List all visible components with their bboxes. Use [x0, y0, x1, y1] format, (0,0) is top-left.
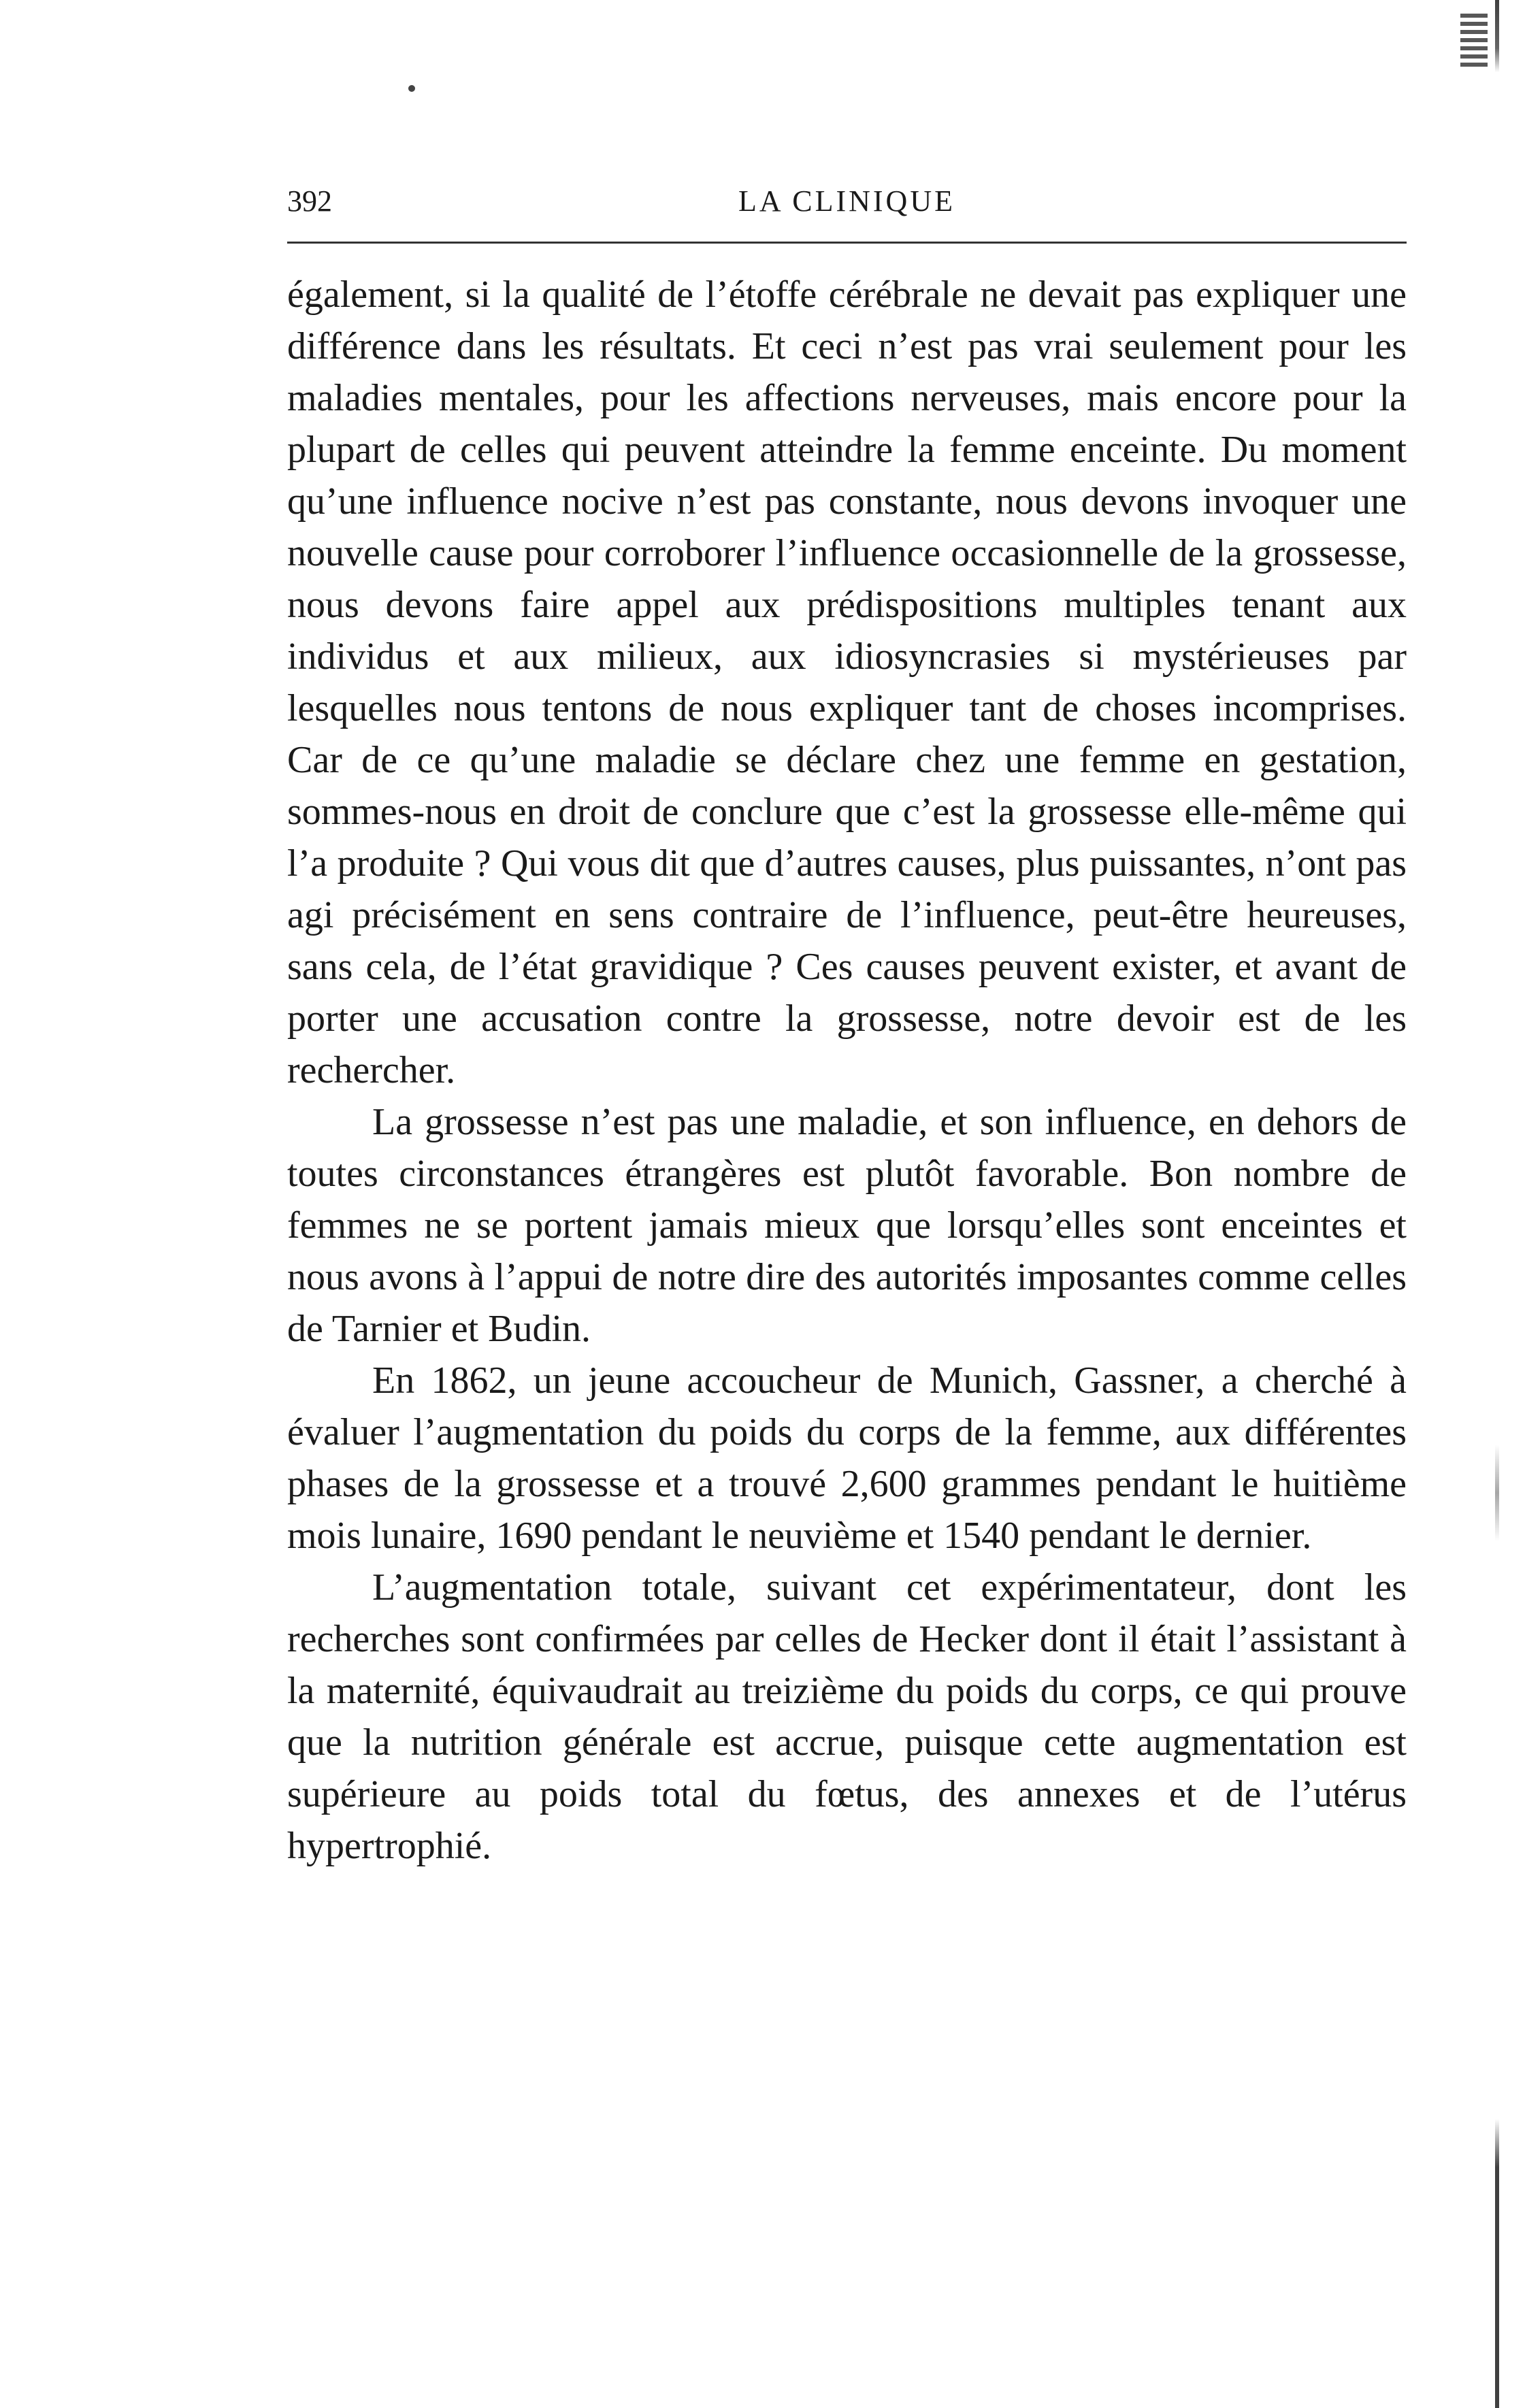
page-number: 392: [287, 184, 332, 218]
page-edge-shadow: [1495, 0, 1499, 2408]
ink-speck: [408, 85, 415, 92]
header-rule: [287, 242, 1407, 244]
running-title: LA CLINIQUE: [738, 184, 955, 218]
paragraph-3: En 1862, un jeune accoucheur de Munich, Gassner, a cherché à évaluer l’augmentation du poids du corps de la femme, aux différentes phases de la grossesse et a trouvé 2,600 grammes pendant le huitième mois lunaire, 1690 pendant le neuvième et 1540 pendant le dernier.: [287, 1359, 1407, 1557]
paragraph-4: L’augmentation totale, suivant cet expérimentateur, dont les recherches sont confirmées par celles de Hecker dont il était l’assistant à la maternité, équivaudrait au treizième du poids du corps, ce qui prouve que la nutrition générale est accrue, puisque cette augmentation est supérieure au poids total du fœtus, des annexes et de l’utérus hypertrophié.: [287, 1566, 1407, 1867]
paragraph-1: également, si la qualité de l’étoffe cérébrale ne devait pas expliquer une différence dans les résultats. Et ceci n’est pas vrai seulement pour les maladies mentales, pour les affections nerveuses, mais encore pour la plupart de celles qui peuvent atteindre la femme enceinte. Du moment qu’une influence nocive n’est pas constante, nous devons invoquer une nouvelle cause pour corroborer l’influence occasionnelle de la grossesse, nous devons faire appel aux prédispositions multiples tenant aux individus et aux milieux, aux idiosyncrasies si mystérieuses par lesquelles nous tentons de nous expliquer tant de choses incomprises. Car de ce qu’une maladie se déclare chez une femme en gestation, sommes-nous en droit de conclure que c’est la grossesse elle-même qui l’a produite ? Qui vous dit que d’autres causes, plus puissantes, n’ont pas agi précisément en sens contraire de l’influence, peut-être heureuses, sans cela, de l’état gravidique ? Ces causes peuvent exister, et avant de porter une accusation contre la grossesse, notre devoir est de les rechercher.: [287, 274, 1407, 1091]
paragraph-2: La grossesse n’est pas une maladie, et son influence, en dehors de toutes circonstances étrangères est plutôt favorable. Bon nombre de femmes ne se portent jamais mieux que lorsqu’elles sont enceintes et nous avons à l’appui de notre dire des autorités imposantes comme celles de Tarnier et Budin.: [287, 1101, 1407, 1350]
body-text: [287, 269, 1407, 1872]
binding-edge-mark: [1460, 14, 1488, 68]
page-header: [287, 184, 1407, 225]
